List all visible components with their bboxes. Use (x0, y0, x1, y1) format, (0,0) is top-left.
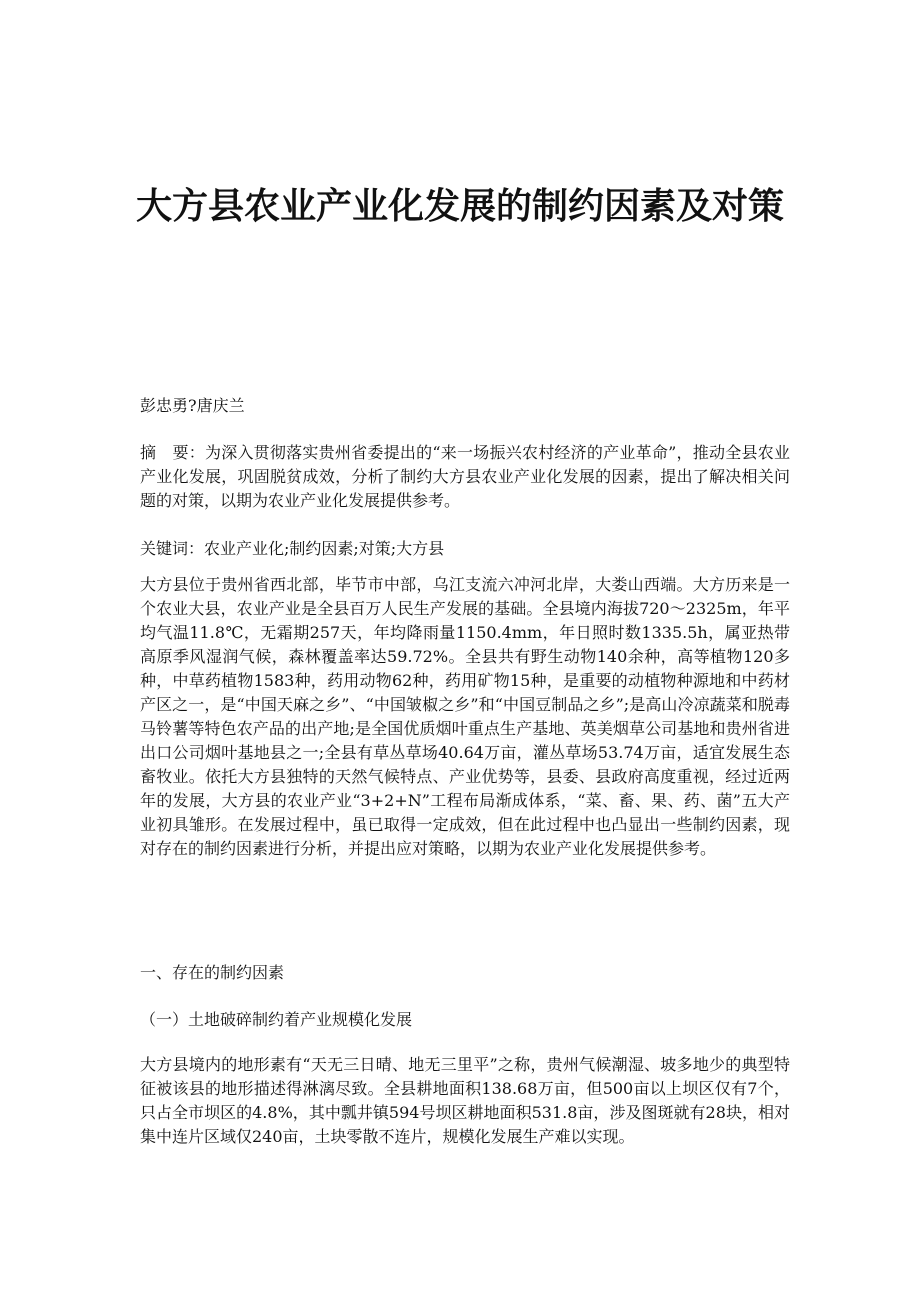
subsection-heading: （一）土地破碎制约着产业规模化发展 (140, 1010, 413, 1029)
intro-paragraph: 大方县位于贵州省西北部，毕节市中部，乌江支流六冲河北岸，大娄山西端。大方历来是一个农业大县，农业产业是全县百万人民生产发展的基础。全县境内海拔720～2325m，年平均气温11.8℃，无霜期257天，年均降雨量1150.4mm，年日照时数1335.5h，属亚热带高原季风湿润气候，森林覆盖率达59.72%。全县共有野生动物140余种，高等植物120多种，中草药植物1583种，药用动物62种，药用矿物15种，是重要的动植物种源地和中药材产区之一，是“中国天麻之乡”、“中国皱椒之乡”和“中国豆制品之乡”;是高山冷凉蔬菜和脱毒马铃薯等特色农产品的出产地;是全国优质烟叶重点生产基地、英美烟草公司基地和贵州省进出口公司烟叶基地县之一;全县有草丛草场40.64万亩，灌丛草场53.74万亩，适宜发展生态畜牧业。依托大方县独特的天然气候特点、产业优势等，县委、县政府高度重视，经过近两年的发展，大方县的农业产业“3+2+N”工程布局渐成体系，“菜、畜、果、药、菌”五大产业初具雏形。在发展过程中，虽已取得一定成效，但在此过程中也凸显出一些制约因素，现对存在的制约因素进行分析，并提出应对策略，以期为农业产业化发展提供参考。 (140, 575, 790, 858)
article-abstract: 摘 要：为深入贯彻落实贵州省委提出的“来一场振兴农村经济的产业革命”，推动全县农业产业化发展，巩固脱贫成效，分析了制约大方县农业产业化发展的因素，提出了解决相关问题的对策，以期为农业产业化发展提供参考。 (140, 443, 790, 510)
article-keywords: 关键词：农业产业化;制约因素;对策;大方县 (140, 539, 445, 558)
section-heading: 一、存在的制约因素 (140, 963, 285, 982)
article-title: 大方县农业产业化发展的制约因素及对策 (135, 186, 784, 227)
article-authors: 彭忠勇?唐庆兰 (140, 396, 245, 415)
body-paragraph: 大方县境内的地形素有“天无三日晴、地无三里平”之称，贵州气候潮湿、坡多地少的典型特征被该县的地形描述得淋漓尽致。全县耕地面积138.68万亩，但500亩以上坝区仅有7个，只占全市坝区的4.8%，其中瓢井镇594号坝区耕地面积531.8亩，涉及图斑就有28块，相对集中连片区域仅240亩，土块零散不连片，规模化发展生产难以实现。 (140, 1055, 790, 1146)
